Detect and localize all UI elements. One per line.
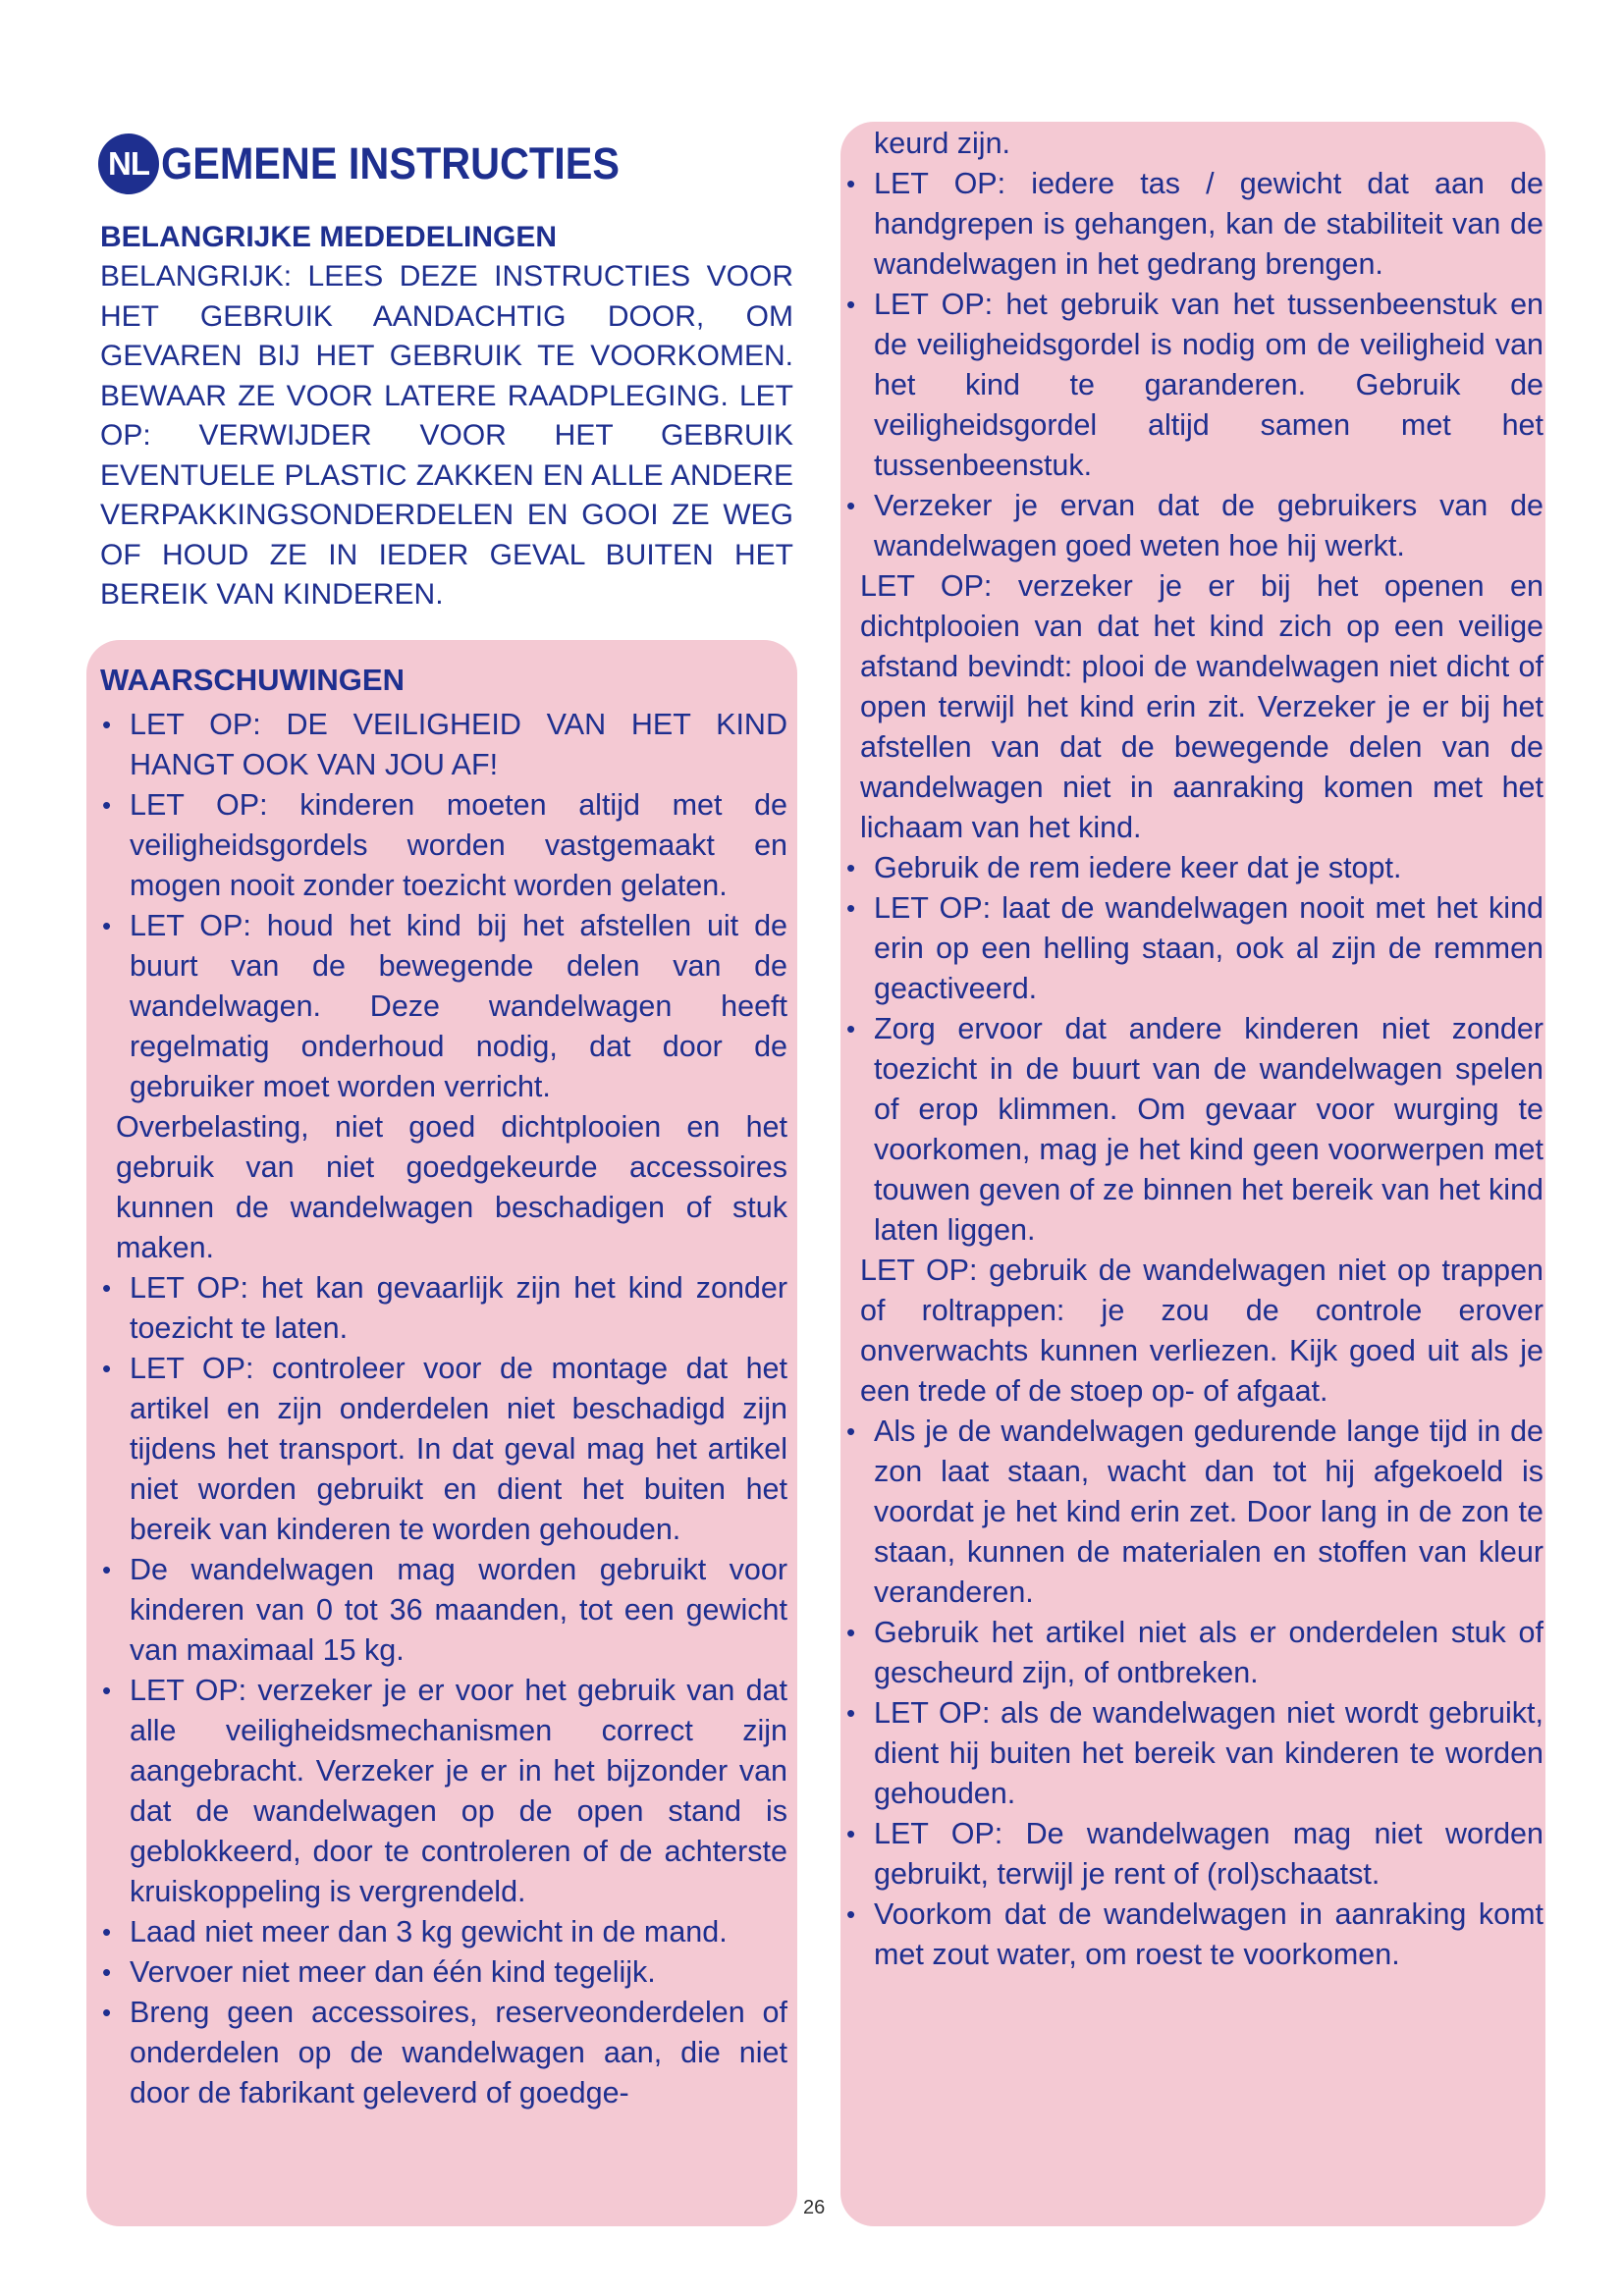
warning-item: Overbelasting, niet goed dichtplooien en het gebruik van niet goedgekeurde accessoires kunnen de wandelwagen beschadigen of stuk maken. <box>116 1110 787 1264</box>
warning-item: • LET OP: DE VEILIGHEID VAN HET KIND HANGT OOK VAN JOU AF! <box>100 705 787 785</box>
page-header <box>98 130 660 198</box>
warning-item: • LET OP: laat de wandelwagen nooit met het kind erin op een helling staan, ook al zijn de remmen geactiveerd. <box>844 888 1543 1009</box>
warnings-heading: WAARSCHUWINGEN <box>100 663 405 697</box>
warning-item: • LET OP: als de wandelwagen niet wordt gebruikt, dient hij buiten het bereik van kinderen te worden gehouden. <box>844 1693 1543 1814</box>
page-title: GEMENE INSTRUCTIES <box>161 138 620 188</box>
warning-item: • LET OP: het kan gevaarlijk zijn het kind zonder toezicht te laten. <box>100 1268 787 1349</box>
warning-item: • Laad niet meer dan 3 kg gewicht in de mand. <box>100 1912 787 1952</box>
warning-item: • Verzeker je ervan dat de gebruikers van de wandelwagen goed weten hoe hij werkt. <box>844 486 1543 566</box>
warnings-list-left <box>100 705 787 2113</box>
warning-item: • Gebruik de rem iedere keer dat je stopt. <box>844 848 1543 888</box>
important-notices <box>100 218 793 615</box>
warnings-list-right <box>844 124 1543 1975</box>
warning-item: • Gebruik het artikel niet als er onderdelen stuk of gescheurd zijn, of ontbreken. <box>844 1613 1543 1693</box>
warning-item: LET OP: gebruik de wandelwagen niet op trappen of roltrappen: je zou de controle erover onverwachts kunnen verliezen. Kijk goed uit als je een trede of de stoep op- of afgaat. <box>860 1254 1543 1408</box>
page-number: 26 <box>803 2197 826 2218</box>
important-notices-text: BELANGRIJK: LEES DEZE INSTRUCTIES VOOR HET GEBRUIK AANDACHTIG DOOR, OM GEVAREN BIJ HET GEBRUIK TE VOORKOMEN. BEWAAR ZE VOOR LATERE RAADPLEGING. LET OP: VERWIJDER VOOR HET GEBRUIK EVENTUELE PLASTIC ZAKKEN EN ALLE ANDERE VERPAKKINGSONDERDELEN EN GOOI ZE WEG OF HOUD ZE IN IEDER GEVAL BUITEN HET BEREIK VAN KINDEREN. <box>100 260 793 611</box>
warning-item: keurd zijn. <box>874 127 1011 160</box>
warning-item: • Zorg ervoor dat andere kinderen niet zonder toezicht in de buurt van de wandelwagen spelen of erop klimmen. Om gevaar voor wurging te voorkomen, mag je het kind geen voorwerpen met touwen geven of ze binnen het bereik van het kind laten liggen. <box>844 1009 1543 1251</box>
warning-item: • De wandelwagen mag worden gebruikt voor kinderen van 0 tot 36 maanden, tot een gewicht van maximaal 15 kg. <box>100 1550 787 1671</box>
warnings-column-left <box>100 660 787 2113</box>
warning-item: • LET OP: het gebruik van het tussenbeenstuk en de veiligheidsgordel is nodig om de veiligheid van het kind te garanderen. Gebruik de veiligheidsgordel altijd samen met het tussenbeenstuk. <box>844 285 1543 486</box>
warning-item: • LET OP: verzeker je er voor het gebruik van dat alle veiligheidsmechanismen correct zijn aangebracht. Verzeker je er in het bijzonder van dat de wandelwagen op de open stand is geblokkeerd, door te controleren of de achterste kruiskoppeling is vergrendeld. <box>100 1671 787 1912</box>
warning-item: • LET OP: De wandelwagen mag niet worden gebruikt, terwijl je rent of (rol)schaatst. <box>844 1814 1543 1895</box>
language-badge: NL <box>98 133 159 194</box>
warning-item: • LET OP: controleer voor de montage dat het artikel en zijn onderdelen niet beschadigd zijn tijdens het transport. In dat geval mag het artikel niet worden gebruikt en dient het buiten het bereik van kinderen te worden gehouden. <box>100 1349 787 1550</box>
warning-item: • LET OP: houd het kind bij het afstellen uit de buurt van de bewegende delen van de wandelwagen. Deze wandelwagen heeft regelmatig onderhoud nodig, dat door de gebruiker moet worden verricht. <box>100 906 787 1107</box>
warning-item: • Breng geen accessoires, reserveonderdelen of onderdelen op de wandelwagen aan, die niet door de fabrikant geleverd of goedge- <box>100 1993 787 2113</box>
warning-item: • Als je de wandelwagen gedurende lange tijd in de zon laat staan, wacht dan tot hij afgekoeld is voordat je het kind erin zet. Door lang in de zon te staan, kunnen de materialen en stoffen van kleur veranderen. <box>844 1412 1543 1613</box>
warnings-column-right <box>844 124 1543 1975</box>
important-notices-heading: BELANGRIJKE MEDEDELINGEN <box>100 221 558 253</box>
warning-item: • Voorkom dat de wandelwagen in aanraking komt met zout water, om roest te voorkomen. <box>844 1895 1543 1975</box>
warning-item: LET OP: verzeker je er bij het openen en dichtplooien van dat het kind zich op een veilige afstand bevindt: plooi de wandelwagen niet dicht of open terwijl het kind erin zit. Verzeker je er bij het afstellen van dat de bewegende delen van de wandelwagen niet in aanraking komen met het lichaam van het kind. <box>860 569 1543 844</box>
warning-item: • LET OP: kinderen moeten altijd met de veiligheidsgordels worden vastgemaakt en mogen nooit zonder toezicht worden gelaten. <box>100 785 787 906</box>
warning-item: • Vervoer niet meer dan één kind tegelijk. <box>100 1952 787 1993</box>
warning-item: • LET OP: iedere tas / gewicht dat aan de handgrepen is gehangen, kan de stabiliteit van de wandelwagen in het gedrang brengen. <box>844 164 1543 285</box>
